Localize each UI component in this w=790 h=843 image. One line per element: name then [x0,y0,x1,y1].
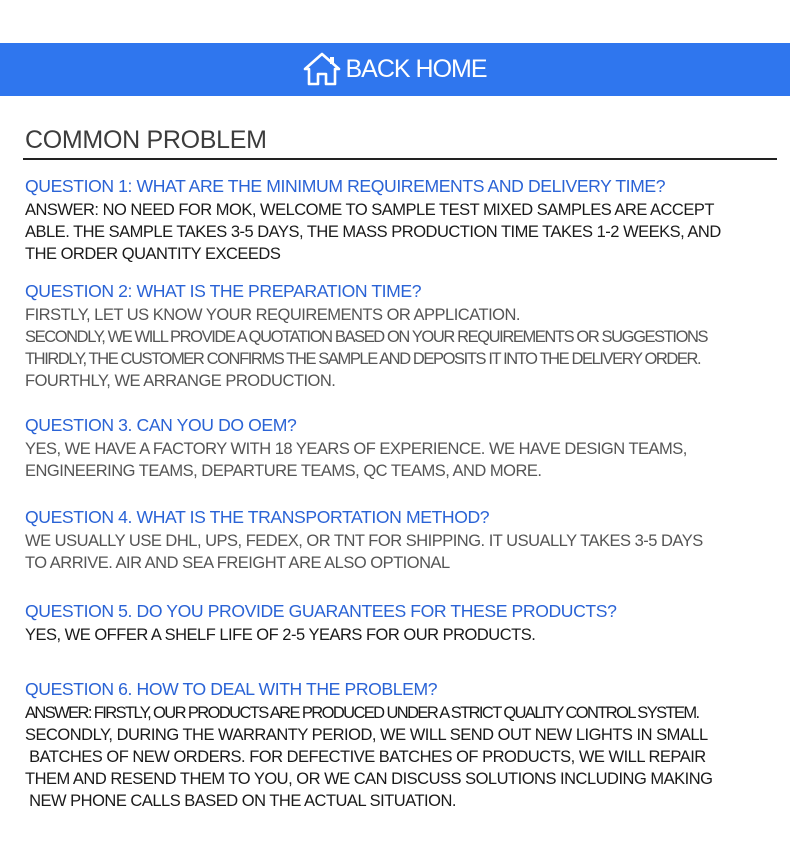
faq-item [25,280,785,392]
section-divider [23,158,777,160]
faq-item [25,600,785,646]
answer-line: FIRSTLY, LET US KNOW YOUR REQUIREMENTS OR APPLICATION. [25,306,520,324]
answer-line: THIRDLY, THE CUSTOMER CONFIRMS THE SAMPLE AND DEPOSITS IT INTO THE DELIVERY ORDER. [25,350,701,368]
answer-line: TO ARRIVE. AIR AND SEA FREIGHT ARE ALSO OPTIONAL [25,554,450,572]
answer-line: ABLE. THE SAMPLE TAKES 3-5 DAYS, THE MASS PRODUCTION TIME TAKES 1-2 WEEKS, AND [25,223,721,241]
back-home-label: BACK HOME [345,55,487,83]
faq-question: QUESTION 2: WHAT IS THE PREPARATION TIME? [25,281,422,301]
faq-answer [25,199,785,265]
faq-question: QUESTION 1: WHAT ARE THE MINIMUM REQUIREMENTS AND DELIVERY TIME? [25,176,666,196]
answer-line: ANSWER: NO NEED FOR MOK, WELCOME TO SAMPLE TEST MIXED SAMPLES ARE ACCEPT [25,201,714,219]
faq-answer [25,304,785,392]
answer-line: YES, WE HAVE A FACTORY WITH 18 YEARS OF EXPERIENCE. WE HAVE DESIGN TEAMS, [25,440,687,458]
faq-question: QUESTION 3. CAN YOU DO OEM? [25,415,297,435]
answer-line: WE USUALLY USE DHL, UPS, FEDEX, OR TNT FOR SHIPPING. IT USUALLY TAKES 3-5 DAYS [25,532,703,550]
answer-line: SECONDLY, DURING THE WARRANTY PERIOD, WE WILL SEND OUT NEW LIGHTS IN SMALL [25,726,708,744]
faq-answer [25,530,785,574]
answer-line: SECONDLY, WE WILL PROVIDE A QUOTATION BASED ON YOUR REQUIREMENTS OR SUGGESTIONS [25,328,708,346]
answer-line: ANSWER: FIRSTLY, OUR PRODUCTS ARE PRODUCED UNDER A STRICT QUALITY CONTROL SYSTEM. [25,704,699,722]
faq-question: QUESTION 5. DO YOU PROVIDE GUARANTEES FOR THESE PRODUCTS? [25,601,617,621]
faq-question: QUESTION 6. HOW TO DEAL WITH THE PROBLEM? [25,679,438,699]
faq-answer [25,624,785,646]
answer-line: THE ORDER QUANTITY EXCEEDS [25,245,281,263]
answer-line: FOURTHLY, WE ARRANGE PRODUCTION. [25,372,336,390]
answer-line: NEW PHONE CALLS BASED ON THE ACTUAL SITUATION. [25,792,456,810]
faq-question: QUESTION 4. WHAT IS THE TRANSPORTATION METHOD? [25,507,490,527]
answer-line: BATCHES OF NEW ORDERS. FOR DEFECTIVE BATCHES OF PRODUCTS, WE WILL REPAIR [25,748,706,766]
faq-item [25,414,785,482]
faq-answer [25,702,785,812]
faq-item [25,175,785,265]
faq-answer [25,438,785,482]
answer-line: THEM AND RESEND THEM TO YOU, OR WE CAN DISCUSS SOLUTIONS INCLUDING MAKING [25,770,713,788]
faq-item [25,506,785,574]
section-title: COMMON PROBLEM [25,126,267,154]
faq-item [25,678,785,812]
home-icon [303,52,341,86]
answer-line: YES, WE OFFER A SHELF LIFE OF 2-5 YEARS FOR OUR PRODUCTS. [25,626,536,644]
back-home-button[interactable] [0,43,790,96]
answer-line: ENGINEERING TEAMS, DEPARTURE TEAMS, QC TEAMS, AND MORE. [25,462,542,480]
